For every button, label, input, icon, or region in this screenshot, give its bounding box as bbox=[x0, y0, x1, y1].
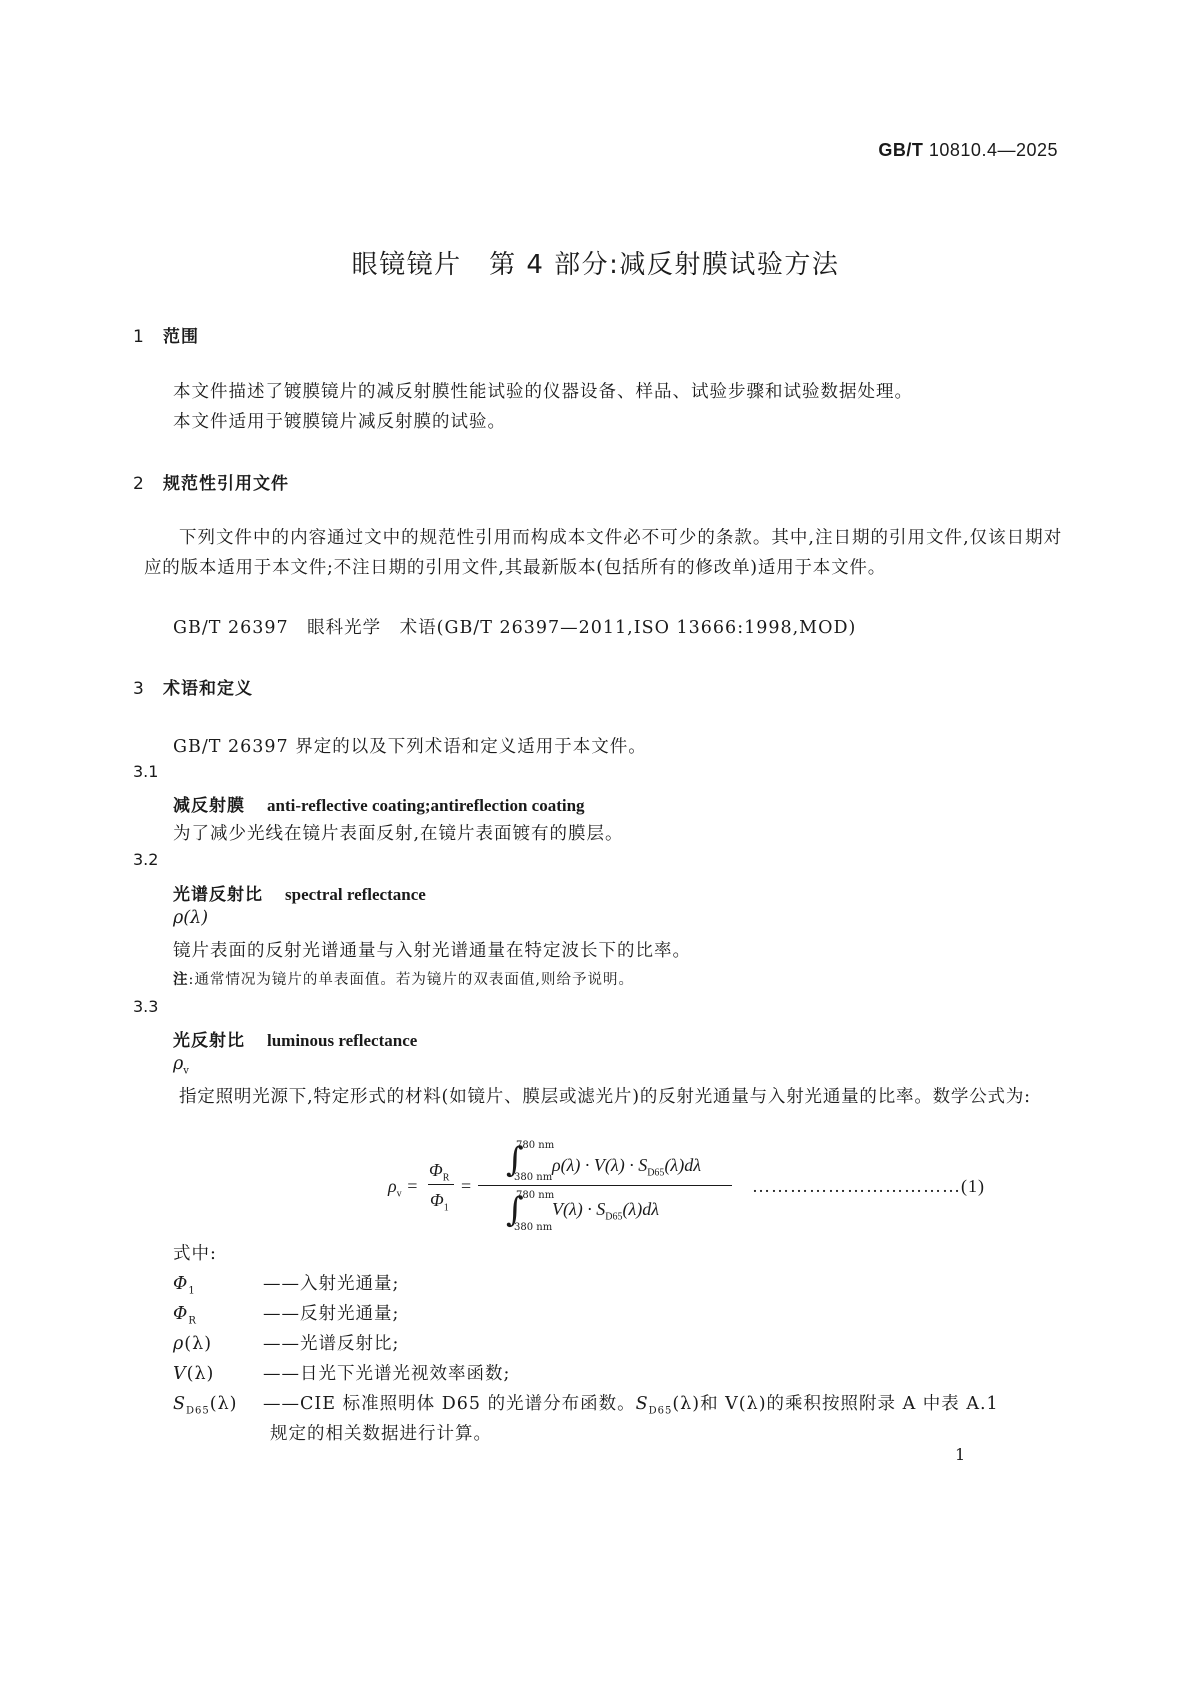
formula-numerator bbox=[552, 1155, 701, 1179]
term-3-3-heading bbox=[173, 1026, 417, 1051]
row-3-desc: ——光谱反射比; bbox=[263, 1334, 400, 1354]
term-3-1-zh: 减反射膜 bbox=[173, 796, 245, 816]
formula-phi-r bbox=[429, 1160, 449, 1184]
numerator-lower-limit: 380 nm bbox=[514, 1172, 553, 1183]
denominator-lower-limit: 380 nm bbox=[514, 1222, 553, 1233]
row-5-desc-3: 规定的相关数据进行计算。 bbox=[270, 1424, 492, 1444]
term-3-2-zh: 光谱反射比 bbox=[173, 885, 263, 905]
numerator-end: (λ)dλ bbox=[664, 1155, 702, 1175]
row-5-sub: D65 bbox=[186, 1405, 210, 1417]
row-4-tail: (λ) bbox=[186, 1364, 215, 1384]
row-1-sub: 1 bbox=[188, 1285, 196, 1297]
equation-number: ……………………………(1) bbox=[752, 1176, 985, 1196]
section-1-number: 1 bbox=[133, 327, 145, 347]
fraction-bar-main bbox=[478, 1185, 732, 1186]
formula-equals-2: = bbox=[461, 1176, 472, 1196]
document-code-prefix: GB/T bbox=[878, 140, 924, 160]
denominator-upper-limit: 780 nm bbox=[516, 1190, 555, 1201]
row-4-desc: ——日光下光谱光视效率函数; bbox=[263, 1364, 511, 1384]
section-3-heading bbox=[133, 674, 253, 699]
formula-denominator bbox=[552, 1199, 659, 1223]
page-number: 1 bbox=[955, 1445, 966, 1464]
where-row-phi-i bbox=[173, 1270, 399, 1297]
section-2-heading bbox=[133, 469, 289, 494]
row-5-symbol: S bbox=[173, 1394, 186, 1414]
term-3-2-en: spectral reflectance bbox=[285, 885, 426, 904]
term-3-1-number: 3.1 bbox=[133, 762, 159, 781]
numerator-upper-limit: 780 nm bbox=[516, 1140, 555, 1151]
numerator-product: ρ(λ) · V(λ) · S bbox=[552, 1155, 648, 1175]
term-3-3-definition: 指定照明光源下,特定形式的材料(如镜片、膜层或滤光片)的反射光通量与入射光通量的比率。数学公式为: bbox=[179, 1087, 1031, 1107]
section-3-intro: GB/T 26397 界定的以及下列术语和定义适用于本文件。 bbox=[173, 737, 647, 757]
row-2-symbol: Φ bbox=[173, 1304, 189, 1324]
section-2-number: 2 bbox=[133, 474, 145, 494]
page-title: 眼镜镜片 第 4 部分:减反射膜试验方法 bbox=[351, 250, 840, 280]
row-5-desc-1: ——CIE 标准照明体 D65 的光谱分布函数。 bbox=[263, 1394, 636, 1414]
phi-i-symbol: Φ bbox=[430, 1190, 444, 1210]
numerator-d65: D65 bbox=[647, 1167, 665, 1179]
integral-sign-denominator: ∫ bbox=[506, 1190, 524, 1230]
formula-phi-i bbox=[430, 1190, 449, 1214]
where-row-rho bbox=[173, 1330, 399, 1355]
section-1-paragraph-2: 本文件适用于镀膜镜片减反射膜的试验。 bbox=[173, 412, 506, 432]
note-label: 注 bbox=[173, 972, 189, 988]
term-3-2-heading bbox=[173, 880, 426, 905]
term-3-2-number: 3.2 bbox=[133, 850, 159, 869]
row-4-symbol: V bbox=[173, 1364, 187, 1384]
term-3-1-en: anti-reflective coating;antireflection coating bbox=[267, 796, 585, 815]
section-1-paragraph-1: 本文件描述了镀膜镜片的减反射膜性能试验的仪器设备、样品、试验步骤和试验数据处理。 bbox=[173, 382, 913, 402]
row-3-symbol: ρ bbox=[173, 1334, 185, 1354]
phi-r-sub: R bbox=[442, 1172, 450, 1184]
section-2-paragraph: 下列文件中的内容通过文中的规范性引用而构成本文件必不可少的条款。其中,注日期的引用文件,仅该日期对应的版本适用于本文件;不注日期的引用文件,其最新版本(包括所有的修改单)适用于本文件。 bbox=[144, 528, 1062, 578]
where-row-phi-r bbox=[173, 1300, 399, 1327]
row-1-symbol: Φ bbox=[173, 1274, 189, 1294]
term-3-2-symbol: ρ(λ) bbox=[173, 908, 209, 928]
row-1-desc: ——入射光通量; bbox=[263, 1274, 400, 1294]
term-3-3-symbol bbox=[173, 1054, 189, 1077]
row-5-tail: (λ) bbox=[209, 1394, 238, 1414]
normative-reference: GB/T 26397 眼科光学 术语(GB/T 26397—2011,ISO 13666:1998,MOD) bbox=[173, 618, 857, 638]
term-3-3-number: 3.3 bbox=[133, 997, 159, 1016]
where-label: 式中: bbox=[173, 1244, 217, 1264]
phi-i-sub: 1 bbox=[443, 1202, 449, 1214]
denominator-end: (λ)dλ bbox=[622, 1199, 660, 1219]
row-3-tail: (λ) bbox=[184, 1334, 213, 1354]
row-5-inline-symbol: $S_{D65}(\lambda)$ bbox=[635, 1394, 701, 1417]
denominator-d65: D65 bbox=[605, 1211, 623, 1223]
term-3-2-note bbox=[173, 968, 634, 989]
term-3-3-zh: 光反射比 bbox=[173, 1031, 245, 1051]
where-row-v bbox=[173, 1360, 510, 1385]
formula-lhs: $\rho_v$ = bbox=[388, 1176, 419, 1200]
where-row-sd65 bbox=[173, 1390, 999, 1417]
section-3-title: 术语和定义 bbox=[163, 679, 253, 699]
term-3-2-definition: 镜片表面的反射光谱通量与入射光谱通量在特定波长下的比率。 bbox=[173, 941, 691, 961]
symbol-rho: ρ bbox=[173, 1054, 184, 1074]
phi-r-symbol: Φ bbox=[429, 1160, 443, 1180]
term-3-3-en: luminous reflectance bbox=[267, 1031, 418, 1050]
formula-lhs-symbol: ρ bbox=[388, 1176, 397, 1196]
term-3-1-definition: 为了减少光线在镜片表面反射,在镜片表面镀有的膜层。 bbox=[173, 824, 624, 844]
row-2-sub: R bbox=[188, 1315, 197, 1327]
section-1-heading bbox=[133, 322, 199, 347]
formula-lhs-sub: v bbox=[396, 1188, 402, 1200]
term-3-1-heading bbox=[173, 791, 585, 816]
document-code bbox=[0, 140, 1058, 161]
row-5-desc-2: 和 V(λ)的乘积按照附录 A 中表 A.1 bbox=[700, 1394, 999, 1414]
row-2-desc: ——反射光通量; bbox=[263, 1304, 400, 1324]
section-2-title: 规范性引用文件 bbox=[163, 474, 289, 494]
fraction-bar-phi bbox=[428, 1184, 454, 1185]
document-code-number: 10810.4—2025 bbox=[928, 140, 1058, 160]
symbol-rho-sub: v bbox=[183, 1065, 189, 1077]
note-text: :通常情况为镜片的单表面值。若为镜片的双表面值,则给予说明。 bbox=[188, 972, 634, 988]
section-1-title: 范围 bbox=[163, 327, 199, 347]
section-3-number: 3 bbox=[133, 679, 145, 699]
integral-sign-numerator: ∫ bbox=[506, 1140, 524, 1180]
denominator-product: V(λ) · S bbox=[552, 1199, 606, 1219]
